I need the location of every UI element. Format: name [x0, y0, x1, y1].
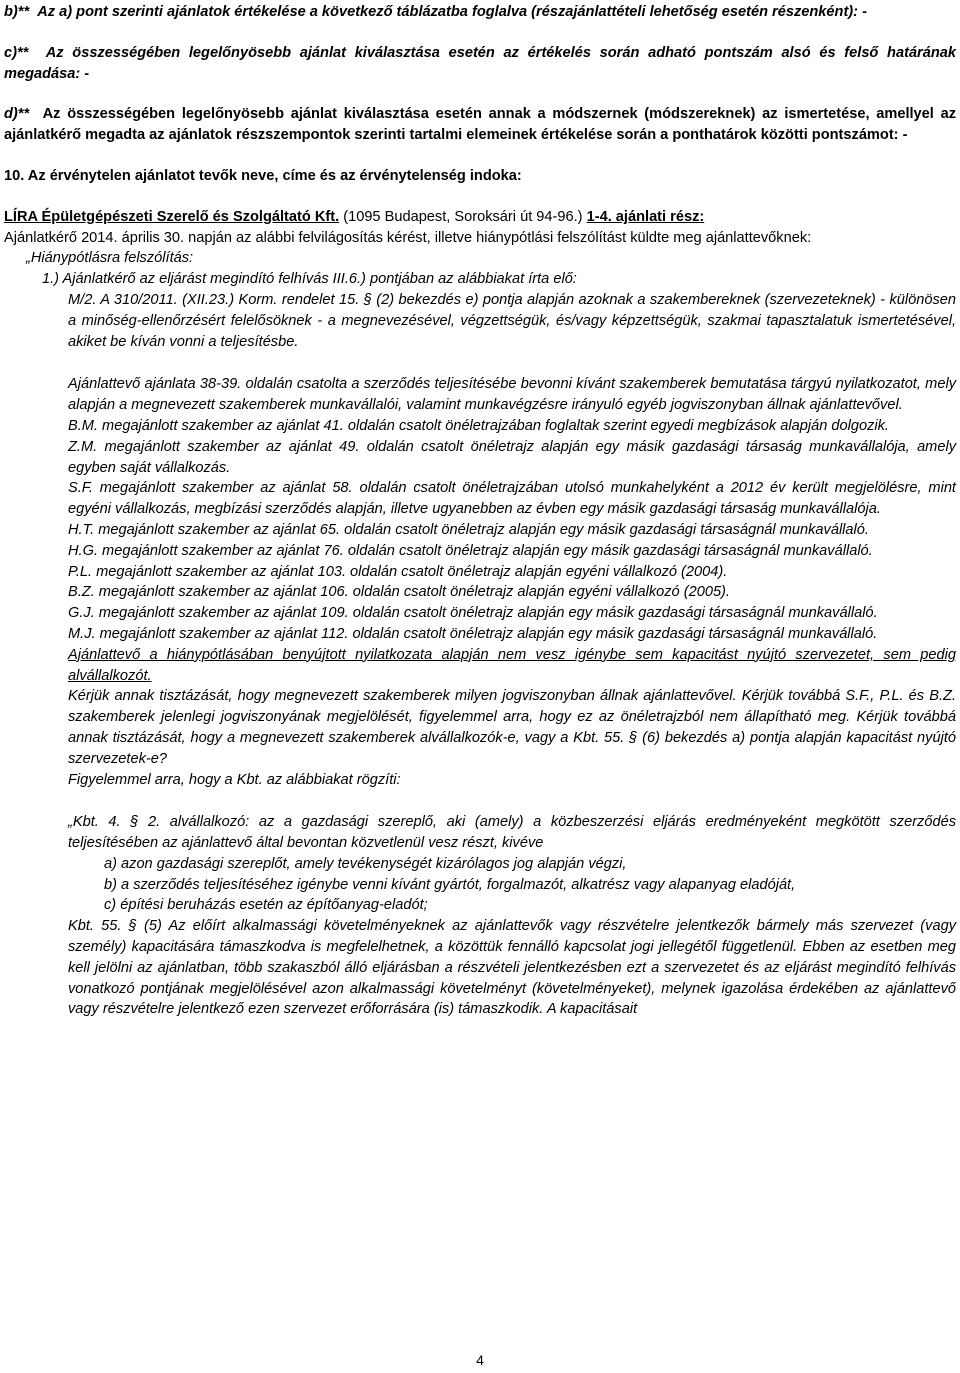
attention-note: Figyelemmel arra, hogy a Kbt. az alábbiakat rögzíti:	[68, 771, 401, 788]
bidder-line	[4, 207, 956, 228]
section-b-text: Az a) pont szerinti ajánlatok értékelése a következő táblázatba foglalva (részajánlattételi lehetőség esetén részenként): -	[37, 4, 867, 20]
bidder-intro: Ajánlatkérő 2014. április 30. napján az alábbi felvilágosítás kérést, illetve hiánypótlási felszólítást küldte meg ajánlattevőknek:	[4, 229, 812, 246]
point-1: 1.) Ajánlatkérő az eljárást megindító felhívás III.6.) pontjában az alábbiakat írta elő:	[42, 271, 577, 288]
section-b	[4, 2, 956, 23]
expert-block	[4, 374, 956, 854]
expert-item: B.Z. megajánlott szakember az ajánlat 106. oldalán csatolt önéletrajz alapján egyéni vállalkozó (2005).	[68, 584, 730, 601]
kbt4-item-a: a) azon gazdasági szereplőt, amely tevékenységét kizárólagos jog alapján végzi,	[104, 855, 627, 872]
document-page	[4, 2, 956, 1020]
hianypotlas-title: „Hiánypótlásra felszólítás:	[26, 250, 194, 267]
section-d-label: d)**	[4, 106, 30, 123]
kbt4-intro: „Kbt. 4. § 2. alvállalkozó: az a gazdasági szereplő, aki (amely) a közbeszerzési eljárás eredményeként megkötött szerződés teljesítésében az ajánlattevő által bevontan közvetlenül vesz részt, kivéve	[68, 814, 956, 852]
section-d	[4, 104, 956, 146]
bidder-name: LÍRA Épületgépészeti Szerelő és Szolgáltató Kft.	[4, 208, 340, 225]
expert-item: P.L. megajánlott szakember az ajánlat 103. oldalán csatolt önéletrajz alapján egyéni vállalkozó (2004).	[68, 563, 728, 580]
expert-item: G.J. megajánlott szakember az ajánlat 109. oldalán csatolt önéletrajz alapján egy másik gazdasági társaságnál munkavállaló.	[68, 605, 878, 622]
page-number: 4	[476, 1352, 484, 1368]
expert-item: H.T. megajánlott szakember az ajánlat 65. oldalán csatolt önéletrajz alapján egy másik gazdasági társaságnál munkavállaló.	[68, 521, 869, 538]
bidder-part: 1-4. ajánlati rész:	[586, 208, 705, 225]
section-c	[4, 43, 956, 85]
section-c-label: c)**	[4, 44, 29, 61]
kbt55-text: Kbt. 55. § (5) Az előírt alkalmassági követelményeknek az ajánlattevők vagy részvételre jelentkezők bármely más szervezet (vagy személy) kapacitására támaszkodva is megfelelhetnek, a közöttük fennálló kapcsolat jogi jellegétől függetlenül. Ebben az esetben meg kell jelölni az ajánlatban, több szakaszból álló eljárásban a részvételi jelentkezésben ezt a szervezetet és az eljárást megindító felhívás vonatkozó pontjának megjelölésével azon alkalmassági követelményt (követelményeket), melynek igazolása érdekében az ajánlattevő vagy részvételre jelentkező ezen szervezet erőforrására (is) támaszkodik. A kapacitásait	[68, 918, 956, 1018]
section-c-text: Az összességében legelőnyösebb ajánlat kiválasztása esetén az értékelés során adható pontszám alsó és felső határának megadása: -	[4, 44, 956, 82]
expert-item: M.J. megajánlott szakember az ajánlat 112. oldalán csatolt önéletrajz alapján egy másik gazdasági társaságnál munkavállaló.	[68, 625, 878, 642]
kbt4-list	[4, 854, 956, 916]
bidder-statement: Ajánlattevő a hiánypótlásában benyújtott nyilatkozata alapján nem vesz igénybe sem kapacitást nyújtó szervezetet, sem pedig alvállalkozót.	[68, 646, 956, 684]
clarification-request: Kérjük annak tisztázását, hogy megnevezett szakemberek milyen jogviszonyban állnak ajánlattevővel. Kérjük továbbá S.F., P.L. és B.Z. szakemberek jelenlegi jogviszonyának megjelölését, figyelemmel arra, hogy ez az önéletrajzból nem állapítható meg. Kérjük továbbá annak tisztázását, hogy a megnevezett szakemberek alvállalkozók-e, vagy a Kbt. 55. § (6) bekezdés a) pontja alapján kapacitást nyújtó szervezetek-e?	[68, 688, 956, 767]
section-10-heading: 10. Az érvénytelen ajánlatot tevők neve, címe és az érvénytelenség indoka:	[4, 167, 522, 184]
expert-item: S.F. megajánlott szakember az ajánlat 58. oldalán csatolt önéletrajzában utolsó munkahelyként a 2012 év került megjelölésre, mint egyéni vállalkozás, megbízási szerződés alapján, illetve ugyanebben az évben egy másik gazdasági társaság munkavállalója.	[68, 480, 956, 518]
kbt4-item-b: b) a szerződés teljesítéséhez igénybe venni kívánt gyártót, forgalmazót, alkatrész vagy alapanyag eladóját,	[104, 876, 796, 893]
bidder-address: (1095 Budapest, Soroksári út 94-96.)	[339, 208, 587, 225]
offer-text: Ajánlattevő ajánlata 38-39. oldalán csatolta a szerződés teljesítésébe bevonni kívánt szakemberek bemutatása tárgyú nyilatkozatot, mely alapján a megnevezett szakemberek munkavállalói, valamint munkavégzésre irányuló egyéb jogviszonyban állnak ajánlattevővel.	[68, 376, 956, 414]
section-d-text: Az összességében legelőnyösebb ajánlat kiválasztása esetén annak a módszernek (módszereknek) az ismertetése, amellyel az ajánlatkérő megadta az ajánlatok részszempontok szerinti tartalmi elemeinek értékelése során a ponthatárok közötti pontszámot: -	[4, 106, 956, 144]
expert-item: B.M. megajánlott szakember az ajánlat 41. oldalán csatolt önéletrajzában foglaltak szerint egyedi megbízások alapján dolgozik.	[68, 417, 889, 434]
kbt4-item-c: c) építési beruházás esetén az építőanyag-eladót;	[104, 897, 428, 914]
section-b-label: b)**	[4, 4, 30, 20]
expert-item: H.G. megajánlott szakember az ajánlat 76. oldalán csatolt önéletrajz alapján egy másik gazdasági társaságnál munkavállaló.	[68, 542, 873, 559]
kbt55-block	[4, 916, 956, 1020]
expert-item: Z.M. megajánlott szakember az ajánlat 49. oldalán csatolt önéletrajz alapján egy másik gazdasági társaság munkavállalója, amely egyben saját vállalkozás.	[68, 438, 956, 476]
requirement-quote: M/2. A 310/2011. (XII.23.) Korm. rendelet 15. § (2) bekezdés e) pontja alapján azoknak a szakembereknek (szervezeteknek) - különösen a minőség-ellenőrzésért felelősöknek - a megnevezésével, végzettségük, és/vagy képzettségük, szakmai tapasztalatuk ismertetésével, akiket be kíván vonni a teljesítésbe.	[68, 291, 956, 350]
